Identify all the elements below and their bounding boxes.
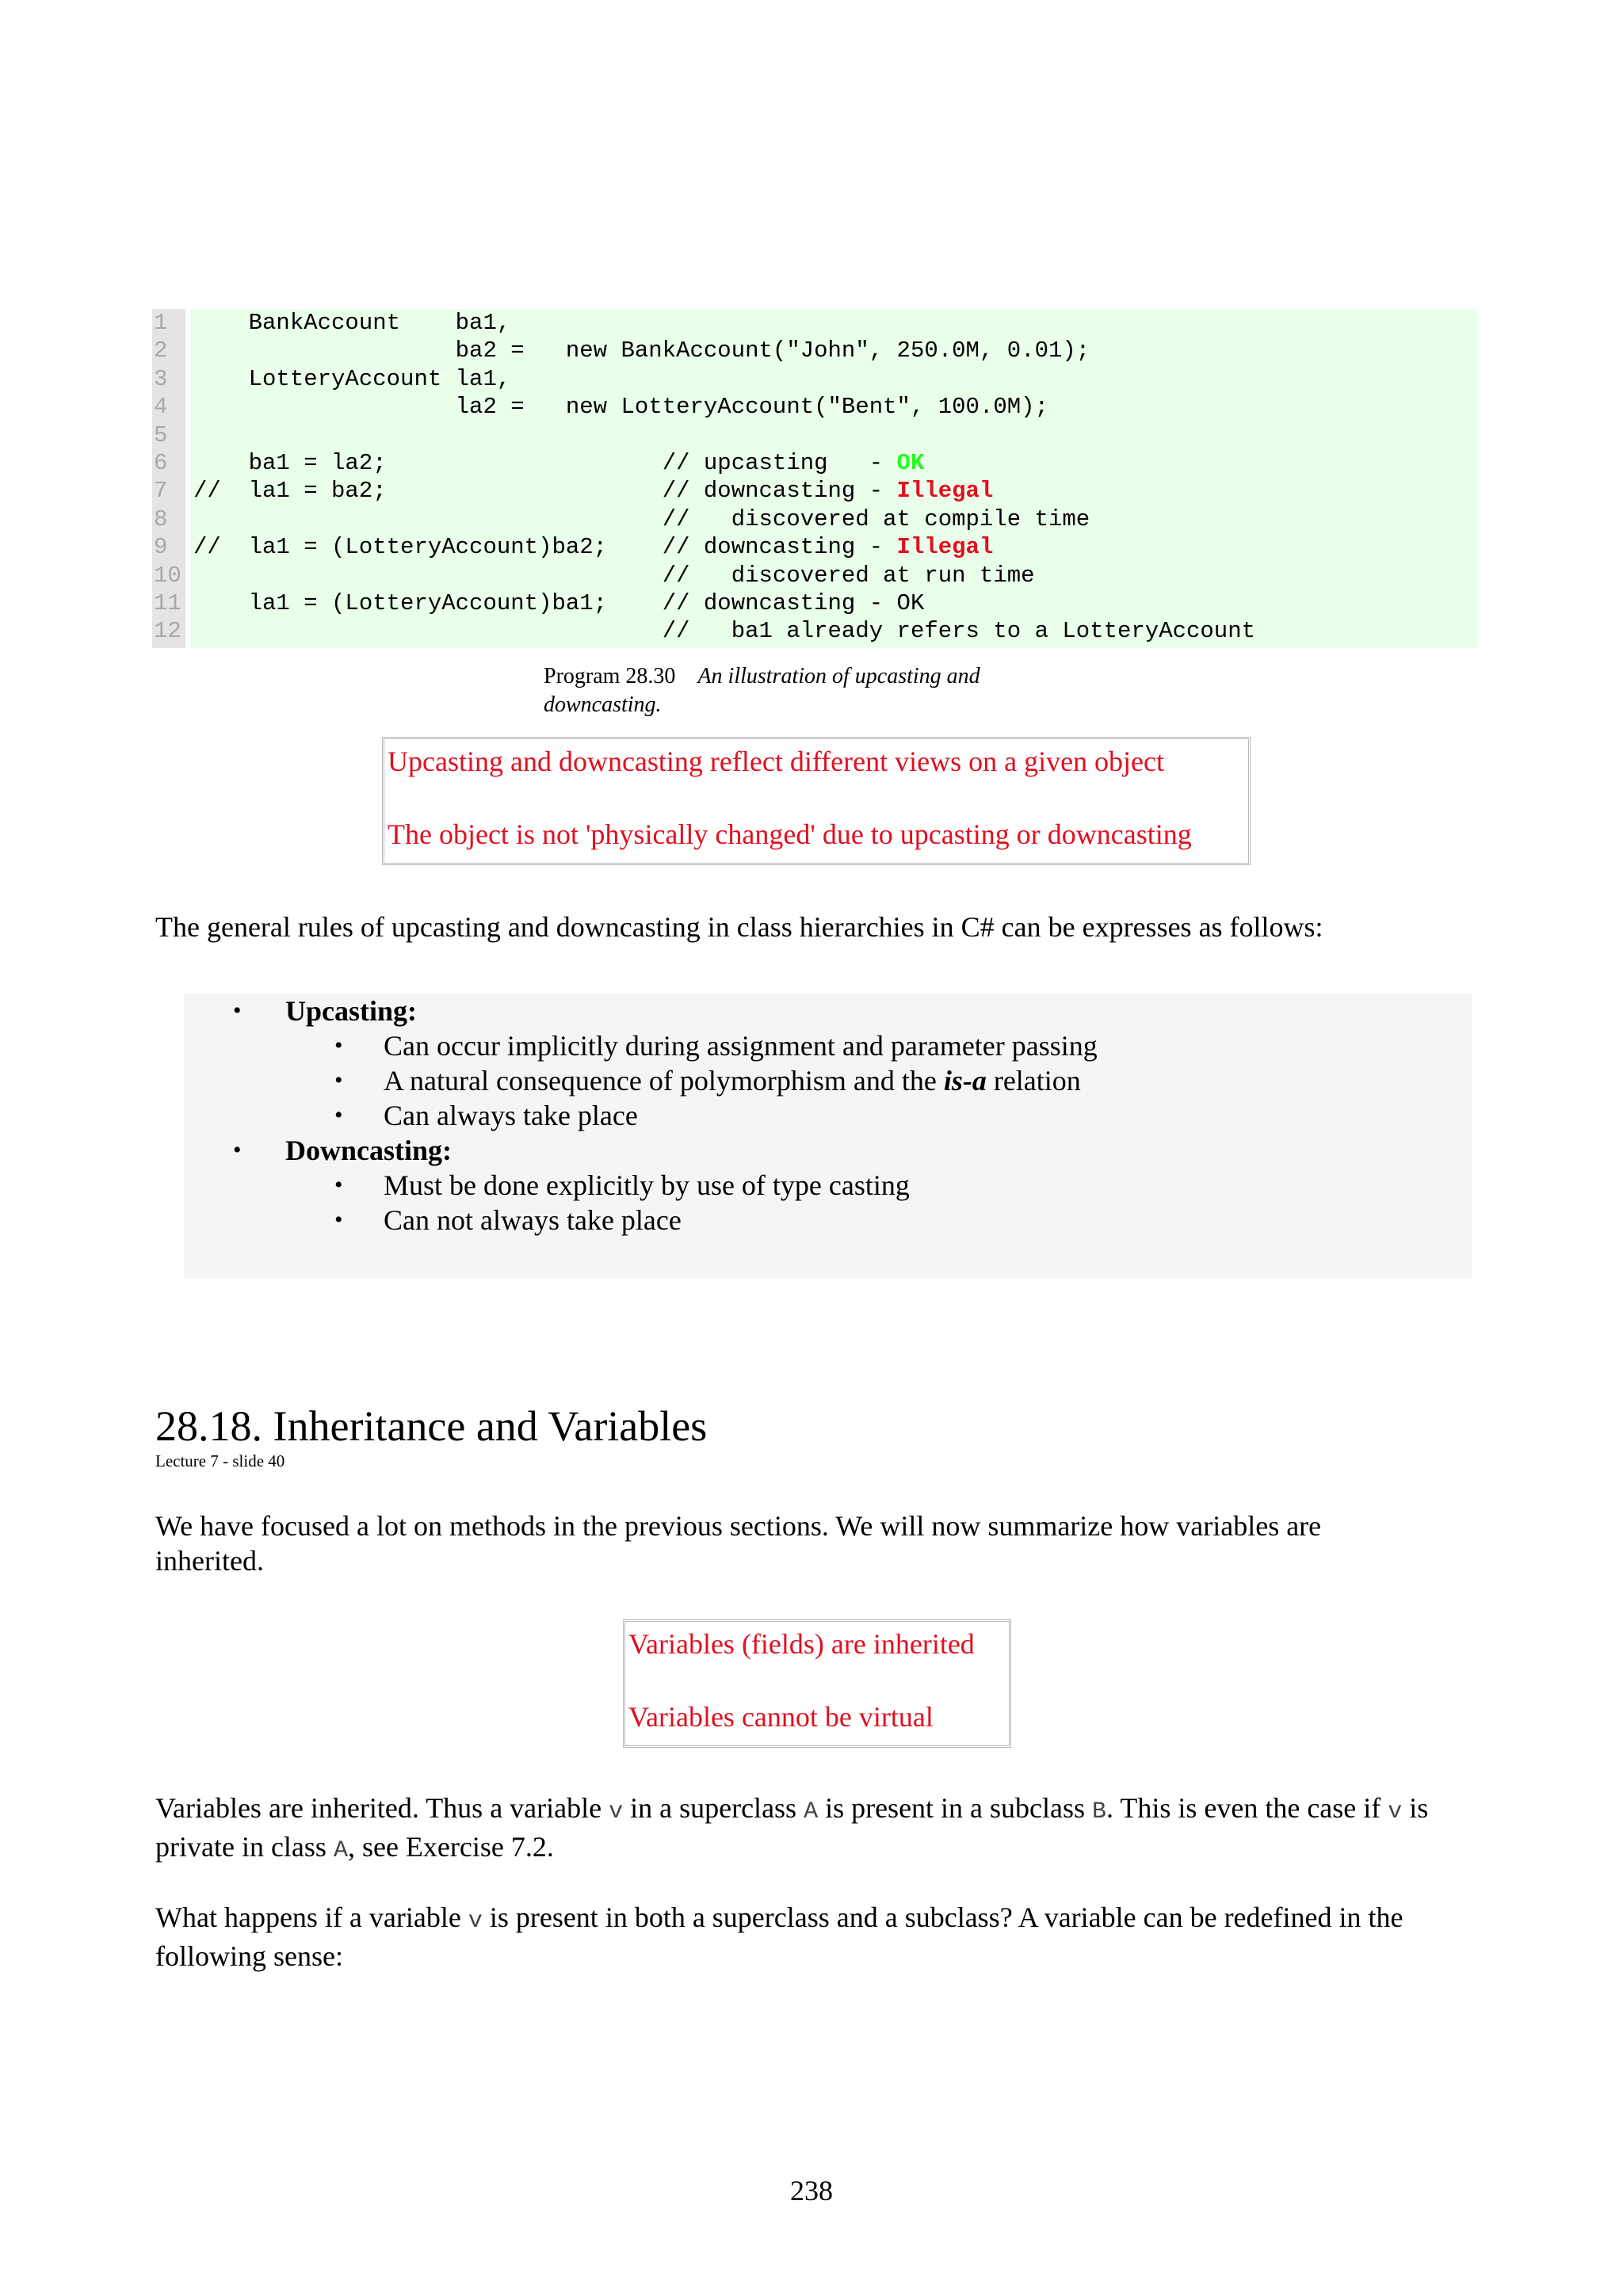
text-run: is present in a subclass (818, 1792, 1093, 1824)
keypoint: Upcasting and downcasting reflect different views on a given object (388, 746, 1165, 777)
text-run: . This is even the case if (1106, 1792, 1388, 1824)
line-number: 12 (154, 618, 181, 645)
keypoint-box (382, 737, 1251, 865)
line-number: 11 (154, 589, 181, 616)
code-text (193, 533, 993, 561)
code-line (152, 449, 1477, 477)
rules-list (184, 994, 1472, 1279)
line-number: 4 (154, 394, 168, 421)
intro-paragraph: The general rules of upcasting and downcasting in class hierarchies in C# can be expresses as follows: (155, 911, 1323, 943)
code-line (152, 533, 1477, 561)
list-item (384, 1063, 1081, 1098)
code-line (152, 617, 1477, 645)
text-run: Variables are inherited. Thus a variable (155, 1792, 609, 1824)
line-number: 2 (154, 338, 168, 364)
code-term: v (1388, 1798, 1403, 1825)
program-caption (544, 662, 1051, 719)
code-lines (152, 309, 1477, 646)
code-text-part: ba1 = la2; // upcasting - (193, 449, 897, 476)
bullet-icon: • (233, 1137, 242, 1163)
code-text: // ba1 already refers to a LotteryAccount (193, 618, 1256, 645)
list-heading: Upcasting: (285, 995, 418, 1027)
list-item: Can occur implicitly during assignment and parameter passing (384, 1030, 1098, 1062)
paragraph (155, 1791, 1455, 1868)
code-line (152, 505, 1477, 533)
bullet-icon: • (334, 1207, 343, 1233)
code-listing (152, 309, 1477, 648)
code-text: la2 = new LotteryAccount("Bent", 100.0M); (193, 394, 1048, 421)
code-term: v (468, 1908, 483, 1935)
code-line (152, 421, 1477, 449)
code-term: A (333, 1837, 348, 1864)
keypoint: Variables (fields) are inherited (628, 1628, 975, 1660)
list-item: Can not always take place (384, 1204, 682, 1236)
text-run: , see Exercise 7.2. (347, 1831, 554, 1863)
line-number: 7 (154, 478, 168, 505)
list-item-text: relation (986, 1065, 1081, 1097)
illegal-label: Illegal (896, 478, 994, 505)
code-text-part: // la1 = (LotteryAccount)ba2; // downcasting - (193, 534, 897, 561)
paragraph: We have focused a lot on methods in the previous sections. We will now summarize how variables are inherited. (155, 1510, 1322, 1577)
code-text: // discovered at run time (193, 562, 1035, 589)
code-text: BankAccount ba1, (193, 310, 511, 336)
list-heading: Downcasting: (285, 1135, 453, 1166)
isa-term: is-a (943, 1065, 987, 1097)
bullet-icon: • (334, 1032, 343, 1058)
line-number: 9 (154, 534, 168, 561)
code-term: A (804, 1798, 819, 1825)
code-term: v (609, 1798, 624, 1825)
keypoint: Variables cannot be virtual (628, 1701, 934, 1733)
paragraph (155, 1900, 1455, 1974)
code-text: ba2 = new BankAccount("John", 250.0M, 0.01); (193, 338, 1090, 364)
slide-reference: Lecture 7 - slide 40 (155, 1451, 285, 1470)
section-title: 28.18. Inheritance and Variables (155, 1402, 708, 1450)
text-run: is present in both a superclass and a subclass? A variable can be redefined in the following sense: (155, 1901, 1403, 1972)
keypoint-box (623, 1619, 1011, 1748)
text-run: What happens if a variable (155, 1901, 468, 1933)
line-number: 10 (154, 562, 181, 589)
bullet-icon: • (334, 1172, 343, 1198)
text-run: is private in class (155, 1792, 1429, 1863)
code-line (152, 309, 1477, 337)
code-text (193, 477, 993, 505)
code-line (152, 393, 1477, 421)
line-number: 6 (154, 449, 168, 476)
code-text (193, 449, 924, 477)
code-term: B (1092, 1798, 1107, 1825)
caption-text: An illustration of upcasting and downcasting. (544, 664, 980, 717)
line-number: 3 (154, 365, 168, 392)
code-text: la1 = (LotteryAccount)ba1; // downcasting - OK (193, 589, 925, 616)
illegal-label: Illegal (896, 534, 994, 561)
list-item-text: A natural consequence of polymorphism and the (384, 1065, 944, 1097)
code-text: // discovered at compile time (193, 505, 1090, 532)
code-text-part: // la1 = ba2; // downcasting - (193, 478, 897, 505)
code-line (152, 365, 1477, 393)
line-number: 8 (154, 505, 168, 532)
keypoint: The object is not 'physically changed' due to upcasting or downcasting (388, 818, 1192, 850)
list-item: Can always take place (384, 1100, 638, 1131)
caption-label: Program 28.30 (544, 664, 676, 688)
code-line (152, 562, 1477, 589)
text-run: in a superclass (623, 1792, 804, 1824)
code-text: LotteryAccount la1, (193, 365, 511, 392)
code-line (152, 589, 1477, 617)
bullet-icon: • (334, 1102, 343, 1128)
ok-label: OK (896, 449, 925, 476)
code-line (152, 337, 1477, 364)
code-line (152, 477, 1477, 505)
page-number: 238 (790, 2175, 833, 2206)
list-item: Must be done explicitly by use of type casting (384, 1169, 910, 1201)
bullet-icon: • (233, 997, 242, 1024)
bullet-icon: • (334, 1067, 343, 1093)
line-number: 5 (154, 421, 168, 448)
line-number: 1 (154, 310, 168, 336)
